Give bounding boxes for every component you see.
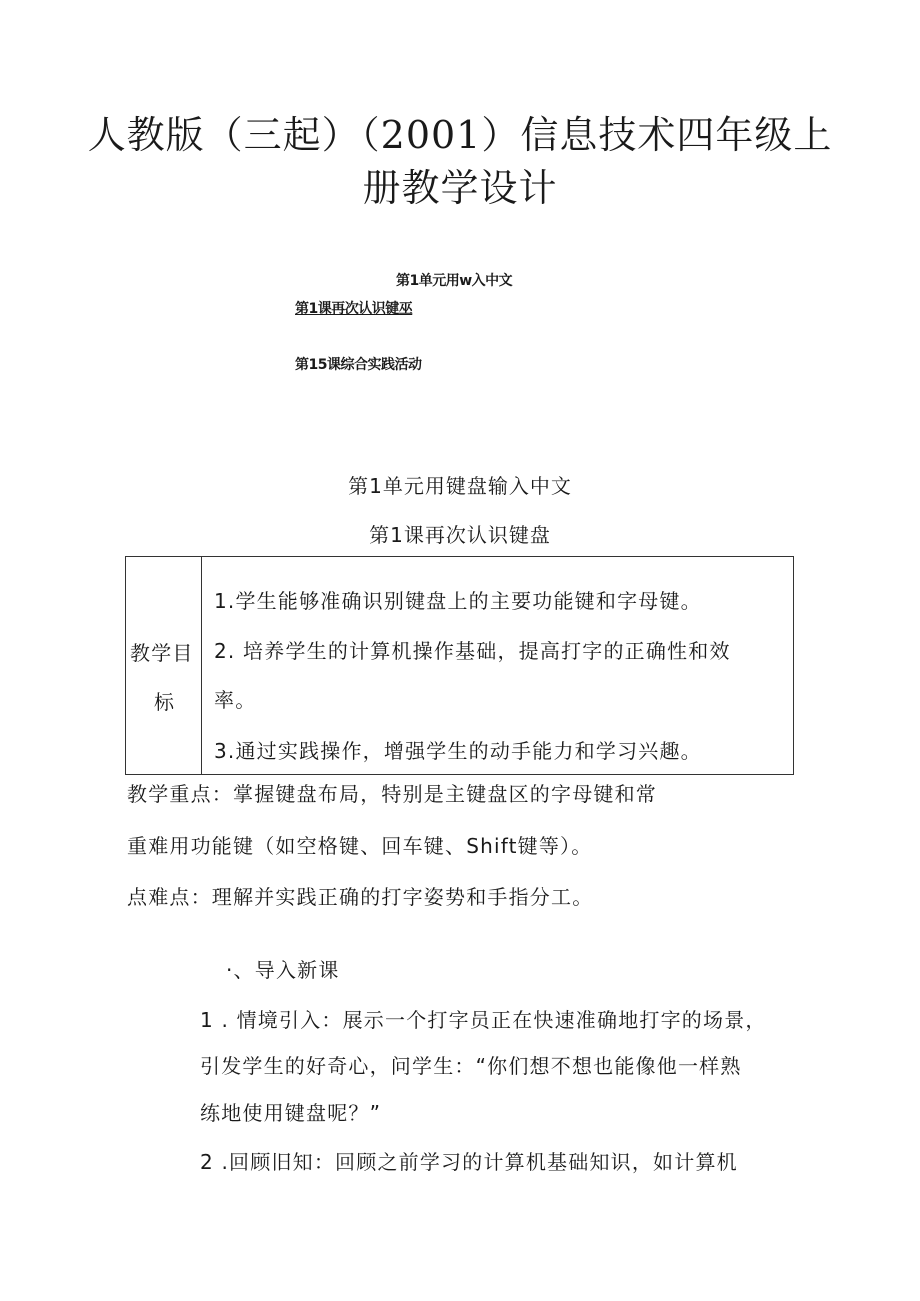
item2-line1: 2 .回顾旧知：回顾之前学习的计算机基础知识，如计算机 (200, 1150, 738, 1174)
key-points-line1: 教学重点：掌握键盘布局，特别是主键盘区的字母键和常 (127, 782, 657, 806)
teaching-goals-table (125, 556, 794, 775)
goals-content-cell (202, 557, 794, 775)
item1-line2: 引发学生的好奇心，问学生：“你们想不想也能像他一样熟 (200, 1054, 742, 1078)
item1-line3: 练地使用键盘呢？” (200, 1101, 382, 1125)
goal-line-4: 3.通过实践操作，增强学生的动手能力和学习兴趣。 (214, 739, 702, 763)
document-title-line1: 人教版（三起）（2001）信息技术四年级上 (87, 113, 833, 157)
goals-label-line2: 标 (154, 690, 176, 714)
toc-lesson-15[interactable]: 第15课综合实践活动 (295, 357, 422, 373)
lesson-heading: 第1课再次认识键盘 (369, 523, 551, 547)
key-points-line2: 重难用功能键（如空格键、回车键、Shift键等）。 (127, 834, 593, 858)
toc-unit[interactable]: 第1单元用w入中文 (396, 273, 513, 289)
goal-line-3: 率。 (214, 688, 257, 712)
goal-line-2: 2. 培养学生的计算机操作基础，提高打字的正确性和效 (214, 639, 731, 663)
goal-line-1: 1.学生能够准确识别键盘上的主要功能键和字母键。 (214, 589, 702, 613)
goals-label-cell (126, 557, 202, 775)
unit-heading: 第1单元用键盘输入中文 (348, 474, 572, 498)
section-heading-intro: ·、导入新课 (226, 958, 340, 982)
item1-line1: 1 . 情境引入：展示一个打字员正在快速准确地打字的场景， (200, 1008, 767, 1032)
toc-lesson-1[interactable]: 第1课再次认识键巫 (295, 301, 413, 317)
goals-label-line1: 教学目 (130, 641, 194, 665)
document-title-line2: 册教学设计 (362, 166, 558, 210)
key-points-line3: 点难点：理解并实践正确的打字姿势和手指分工。 (127, 885, 594, 909)
